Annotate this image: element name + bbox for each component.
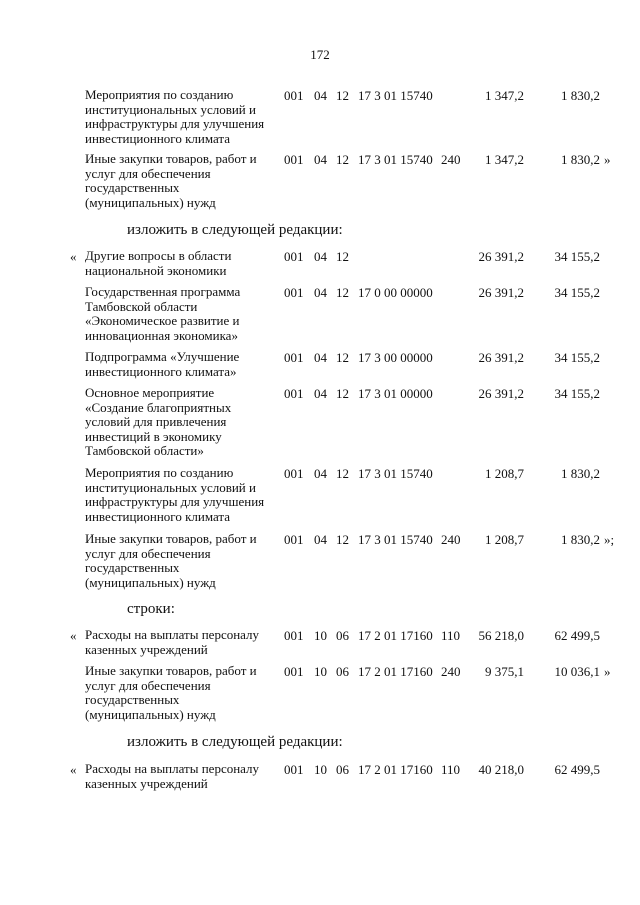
close-quote: » [604, 664, 611, 679]
value-year-2: 34 155,2 [554, 285, 600, 300]
section-heading: изложить в следующей редакции: [127, 222, 343, 238]
row-name: Мероприятия по созданию институциональных условий и инфраструктуры для улучшения инвестиционного климата [85, 87, 265, 146]
code-subsection: 12 [336, 386, 349, 401]
code-target-article: 17 2 01 17160 [358, 762, 433, 777]
value-year-1: 1 347,2 [485, 88, 524, 103]
value-year-2: 34 155,2 [554, 350, 600, 365]
code-section: 04 [314, 532, 327, 547]
value-year-2: 34 155,2 [554, 249, 600, 264]
value-year-2: 1 830,2 [561, 466, 600, 481]
value-year-2: 10 036,1 [554, 664, 600, 679]
row-name: Государственная программа Тамбовской области «Экономическое развитие и инновационная экономика» [85, 284, 241, 343]
value-year-1: 1 347,2 [485, 152, 524, 167]
code-section: 04 [314, 249, 327, 264]
section-heading: изложить в следующей редакции: [127, 734, 343, 750]
value-year-1: 26 391,2 [478, 249, 524, 264]
code-expense-type: 240 [441, 664, 461, 679]
code-ministry: 001 [284, 466, 304, 481]
row-name: Иные закупки товаров, работ и услуг для обеспечения государственных (муниципальных) нужд [85, 151, 257, 210]
code-ministry: 001 [284, 386, 304, 401]
code-target-article: 17 2 01 17160 [358, 628, 433, 643]
close-quote: »; [604, 532, 615, 547]
code-section: 10 [314, 628, 327, 643]
code-subsection: 12 [336, 350, 349, 365]
open-quote: « [70, 628, 77, 643]
value-year-1: 56 218,0 [478, 628, 524, 643]
value-year-2: 1 830,2 [561, 532, 600, 547]
code-ministry: 001 [284, 152, 304, 167]
code-section: 04 [314, 466, 327, 481]
row-name: Другие вопросы в области национальной экономики [85, 248, 232, 278]
value-year-1: 9 375,1 [485, 664, 524, 679]
code-ministry: 001 [284, 628, 304, 643]
row-name: Основное мероприятие «Создание благоприятных условий для привлечения инвестиций в экономику Тамбовской области» [85, 385, 232, 458]
code-target-article: 17 2 01 17160 [358, 664, 433, 679]
code-expense-type: 240 [441, 152, 461, 167]
code-target-article: 17 3 01 15740 [358, 152, 433, 167]
page-number: 172 [310, 47, 330, 62]
code-section: 04 [314, 88, 327, 103]
code-expense-type: 240 [441, 532, 461, 547]
code-section: 10 [314, 762, 327, 777]
close-quote: » [604, 152, 611, 167]
code-target-article: 17 3 01 00000 [358, 386, 433, 401]
code-ministry: 001 [284, 532, 304, 547]
code-expense-type: 110 [441, 762, 461, 777]
value-year-1: 26 391,2 [478, 386, 524, 401]
value-year-1: 26 391,2 [478, 350, 524, 365]
section-heading: строки: [127, 601, 175, 617]
code-subsection: 12 [336, 152, 349, 167]
open-quote: « [70, 762, 77, 777]
code-ministry: 001 [284, 285, 304, 300]
code-ministry: 001 [284, 350, 304, 365]
value-year-1: 1 208,7 [485, 466, 524, 481]
code-target-article: 17 3 01 15740 [358, 88, 433, 103]
code-subsection: 06 [336, 628, 349, 643]
row-name: Мероприятия по созданию институциональных условий и инфраструктуры для улучшения инвестиционного климата [85, 465, 265, 524]
code-ministry: 001 [284, 249, 304, 264]
code-subsection: 06 [336, 762, 349, 777]
code-subsection: 12 [336, 285, 349, 300]
code-subsection: 12 [336, 532, 349, 547]
value-year-2: 62 499,5 [554, 762, 600, 777]
row-name: Подпрограмма «Улучшение инвестиционного климата» [85, 349, 240, 379]
open-quote: « [70, 249, 77, 264]
value-year-2: 62 499,5 [554, 628, 600, 643]
row-name: Расходы на выплаты персоналу казенных учреждений [85, 627, 260, 657]
value-year-2: 34 155,2 [554, 386, 600, 401]
value-year-2: 1 830,2 [561, 152, 600, 167]
row-name: Иные закупки товаров, работ и услуг для обеспечения государственных (муниципальных) нужд [85, 531, 257, 590]
value-year-2: 1 830,2 [561, 88, 600, 103]
code-target-article: 17 3 00 00000 [358, 350, 433, 365]
code-section: 04 [314, 350, 327, 365]
row-name: Расходы на выплаты персоналу казенных учреждений [85, 761, 260, 791]
row-name: Иные закупки товаров, работ и услуг для обеспечения государственных (муниципальных) нужд [85, 663, 257, 722]
code-target-article: 17 3 01 15740 [358, 532, 433, 547]
code-subsection: 06 [336, 664, 349, 679]
code-section: 04 [314, 386, 327, 401]
code-ministry: 001 [284, 664, 304, 679]
code-expense-type: 110 [441, 628, 461, 643]
code-target-article: 17 3 01 15740 [358, 466, 433, 481]
value-year-1: 40 218,0 [478, 762, 524, 777]
code-section: 10 [314, 664, 327, 679]
code-subsection: 12 [336, 466, 349, 481]
code-target-article: 17 0 00 00000 [358, 285, 433, 300]
code-section: 04 [314, 285, 327, 300]
code-ministry: 001 [284, 88, 304, 103]
code-subsection: 12 [336, 88, 349, 103]
code-ministry: 001 [284, 762, 304, 777]
value-year-1: 26 391,2 [478, 285, 524, 300]
code-section: 04 [314, 152, 327, 167]
code-subsection: 12 [336, 249, 349, 264]
value-year-1: 1 208,7 [485, 532, 524, 547]
